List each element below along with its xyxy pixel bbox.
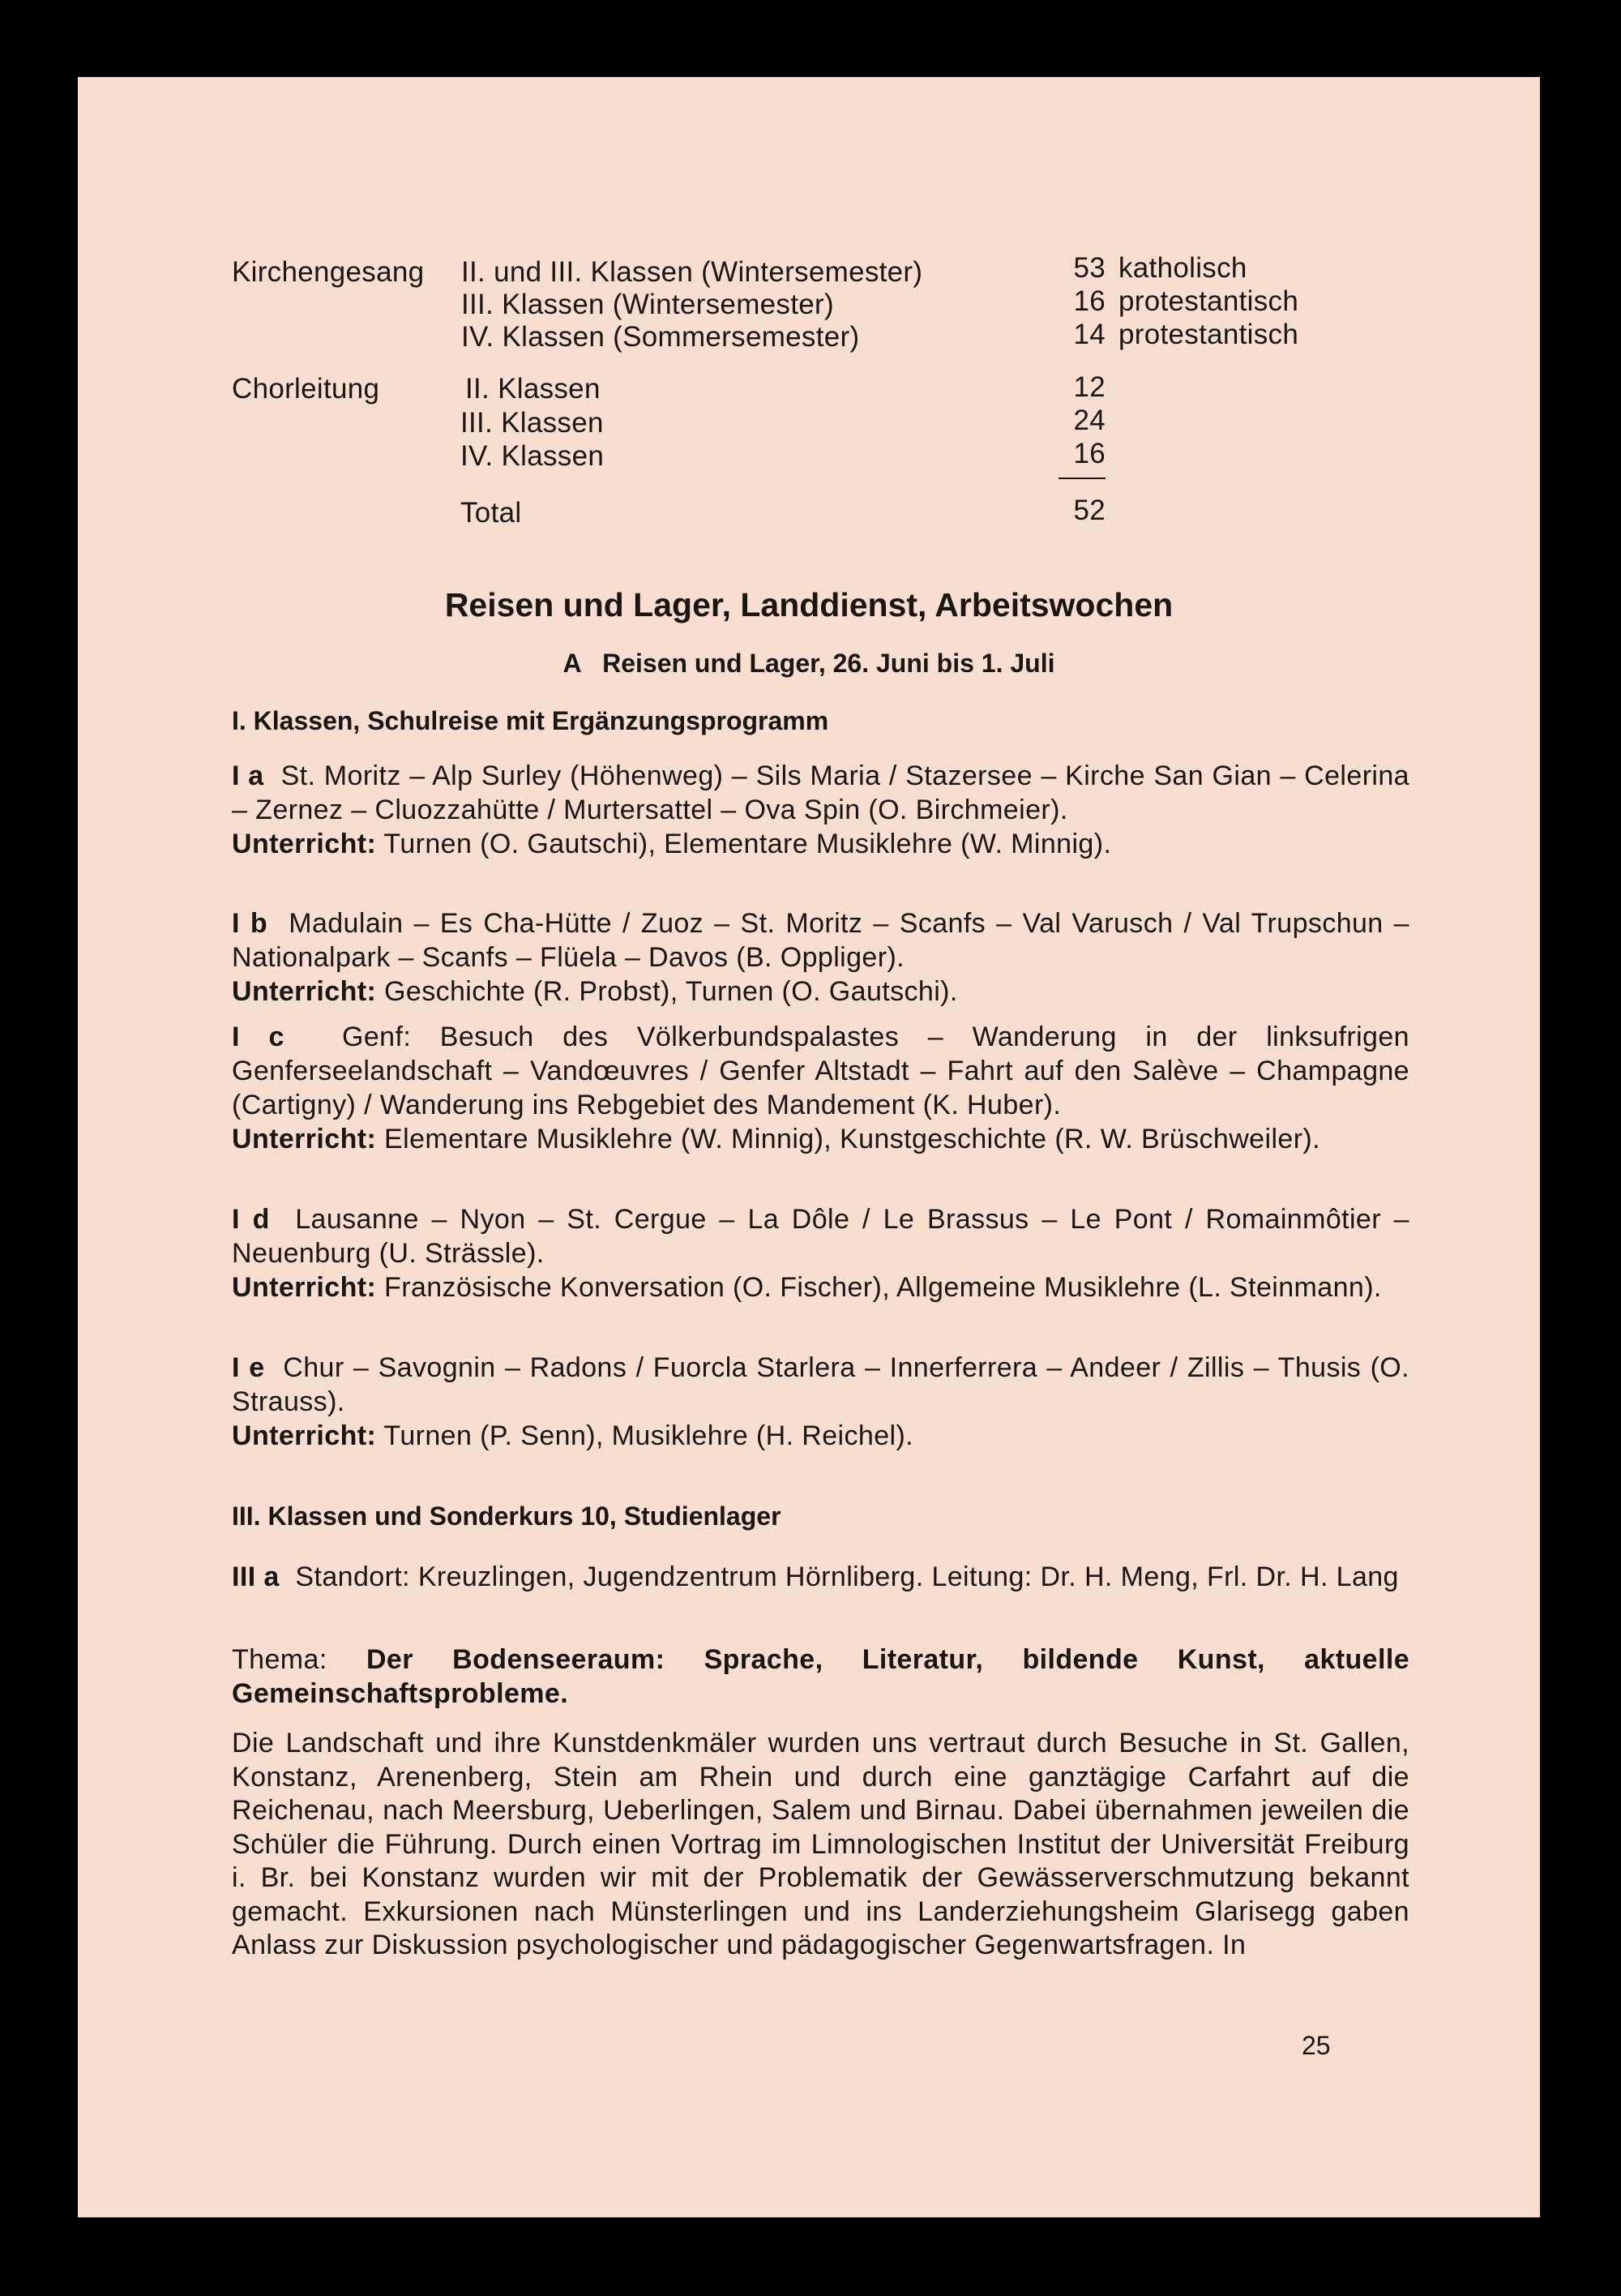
entry-ie xyxy=(232,1351,1409,1453)
chorleitung-row-3-classes: IV. Klassen xyxy=(460,440,605,472)
entry-ib-unterricht-label: Unterricht: xyxy=(232,976,377,1007)
entry-ie-code: I e xyxy=(232,1352,265,1383)
chorleitung-row-2-count: 24 xyxy=(1073,405,1106,436)
chorleitung-label: Chorleitung xyxy=(232,373,380,405)
chorleitung-row-1-classes: II. Klassen xyxy=(465,373,601,405)
total-value: 52 xyxy=(1073,495,1106,526)
kirchengesang-row-1-note: katholisch xyxy=(1118,252,1247,284)
entry-ib-code: I b xyxy=(232,908,268,939)
sum-rule xyxy=(1059,478,1106,479)
entry-ic xyxy=(232,1020,1409,1156)
kirchengesang-label: Kirchengesang xyxy=(232,256,425,288)
entry-iiia xyxy=(232,1560,1409,1594)
entry-ib-text: Madulain – Es Cha-Hütte / Zuoz – St. Moritz – Scanfs – Val Varusch / Val Trupschun – Nationalpark – Scanfs – Flüela – Davos (B. Oppliger). xyxy=(232,908,1409,973)
entry-ia-unterricht-label: Unterricht: xyxy=(232,829,377,859)
kirchengesang-row-3-count: 14 xyxy=(1073,319,1106,350)
kirchengesang-row-3-classes: IV. Klassen (Sommersemester) xyxy=(461,321,860,353)
page-number: 25 xyxy=(1302,2031,1331,2060)
entry-id-code: I d xyxy=(232,1204,270,1235)
entry-ib xyxy=(232,906,1409,1009)
entry-ic-unterricht: Elementare Musiklehre (W. Minnig), Kunstgeschichte (R. W. Brüschweiler). xyxy=(384,1124,1320,1154)
chorleitung-row-1-count: 12 xyxy=(1073,371,1106,403)
kirchengesang-row-2-note: protestantisch xyxy=(1118,285,1299,317)
entry-ia-unterricht: Turnen (O. Gautschi), Elementare Musiklehre (W. Minnig). xyxy=(383,829,1112,859)
entry-id-unterricht-label: Unterricht: xyxy=(232,1272,377,1303)
body-paragraph: Die Landschaft und ihre Kunstdenkmäler wurden uns vertraut durch Besuche in St. Gallen, Konstanz, Arenenberg, Stein am Rhein und durch eine ganztägige Carfahrt auf die Reichenau, nach Meersburg, Ueberlingen, Salem und Birnau. Dabei übernahmen jeweilen die Schüler die Führung. Durch einen Vortrag im Limnologischen Institut der Universität Freiburg i. Br. bei Konstanz wurden wir mit der Problematik der Gewässerverschmutzung bekannt gemacht. Exkursionen nach Münsterlingen und ins Landerziehungsheim Glarisegg gaben Anlass zur Diskussion psychologischer und pädagogischer Gegenwartsfragen. In xyxy=(232,1728,1409,1960)
kirchengesang-row-1-classes: II. und III. Klassen (Wintersemester) xyxy=(461,256,923,288)
section-title: Reisen und Lager, Landdienst, Arbeitswochen xyxy=(444,586,1174,623)
entry-ib-unterricht: Geschichte (R. Probst), Turnen (O. Gautschi). xyxy=(384,976,958,1007)
thema-text: Der Bodenseeraum: Sprache, Literatur, bildende Kunst, aktuelle Gemeinschaftsprobleme. xyxy=(232,1644,1409,1709)
entry-ia-code: I a xyxy=(232,760,264,791)
chorleitung-row-3-count: 16 xyxy=(1073,438,1106,469)
kirchengesang-row-2-count: 16 xyxy=(1073,285,1106,317)
entry-iiia-standort: Standort: Kreuzlingen, Jugendzentrum Hörnliberg. Leitung: Dr. H. Meng, Frl. Dr. H. Lang xyxy=(295,1561,1399,1592)
entry-ie-text: Chur – Savognin – Radons / Fuorcla Starlera – Innerferrera – Andeer / Zillis – Thusis (O. Strauss). xyxy=(232,1352,1409,1417)
entry-iiia-code: III a xyxy=(232,1561,280,1592)
entry-ie-unterricht: Turnen (P. Senn), Musiklehre (H. Reichel). xyxy=(383,1420,914,1451)
entry-ia-text: St. Moritz – Alp Surley (Höhenweg) – Sils Maria / Stazersee – Kirche San Gian – Celerina – Zernez – Cluozzahütte / Murtersattel – Ova Spin (O. Birchmeier). xyxy=(232,760,1409,825)
entry-ic-unterricht-label: Unterricht: xyxy=(232,1124,377,1154)
kirchengesang-row-3-note: protestantisch xyxy=(1118,319,1299,350)
first-classes-heading: I. Klassen, Schulreise mit Ergänzungsprogramm xyxy=(232,706,829,735)
entry-ia xyxy=(232,759,1409,861)
chorleitung-row-2-classes: III. Klassen xyxy=(460,407,604,439)
thema-label: Thema: xyxy=(232,1644,327,1675)
kirchengesang-row-2-classes: III. Klassen (Wintersemester) xyxy=(461,289,834,320)
entry-id xyxy=(232,1202,1409,1304)
entry-ic-text: Genf: Besuch des Völkerbundspalastes – Wanderung in der linksufrigen Genferseelandschaft – Vandœuvres / Genfer Altstadt – Fahrt auf den Salève – Champagne (Cartigny) / Wanderung ins Rebgebiet des Mandement (K. Huber). xyxy=(232,1022,1409,1120)
section-subtitle: A Reisen und Lager, 26. Juni bis 1. Juli xyxy=(562,649,1055,678)
entry-ie-unterricht-label: Unterricht: xyxy=(232,1420,377,1451)
entry-id-text: Lausanne – Nyon – St. Cergue – La Dôle / Le Brassus – Le Pont / Romainmôtier – Neuenburg (U. Strässle). xyxy=(232,1204,1409,1269)
thema-paragraph xyxy=(232,1643,1409,1711)
kirchengesang-row-1-count: 53 xyxy=(1073,252,1106,284)
document-page xyxy=(78,77,1540,2217)
total-label: Total xyxy=(460,497,522,529)
third-classes-heading: III. Klassen und Sonderkurs 10, Studienlager xyxy=(232,1501,781,1531)
entry-ic-code: I c xyxy=(232,1022,284,1052)
entry-id-unterricht: Französische Konversation (O. Fischer), Allgemeine Musiklehre (L. Steinmann). xyxy=(384,1272,1382,1303)
